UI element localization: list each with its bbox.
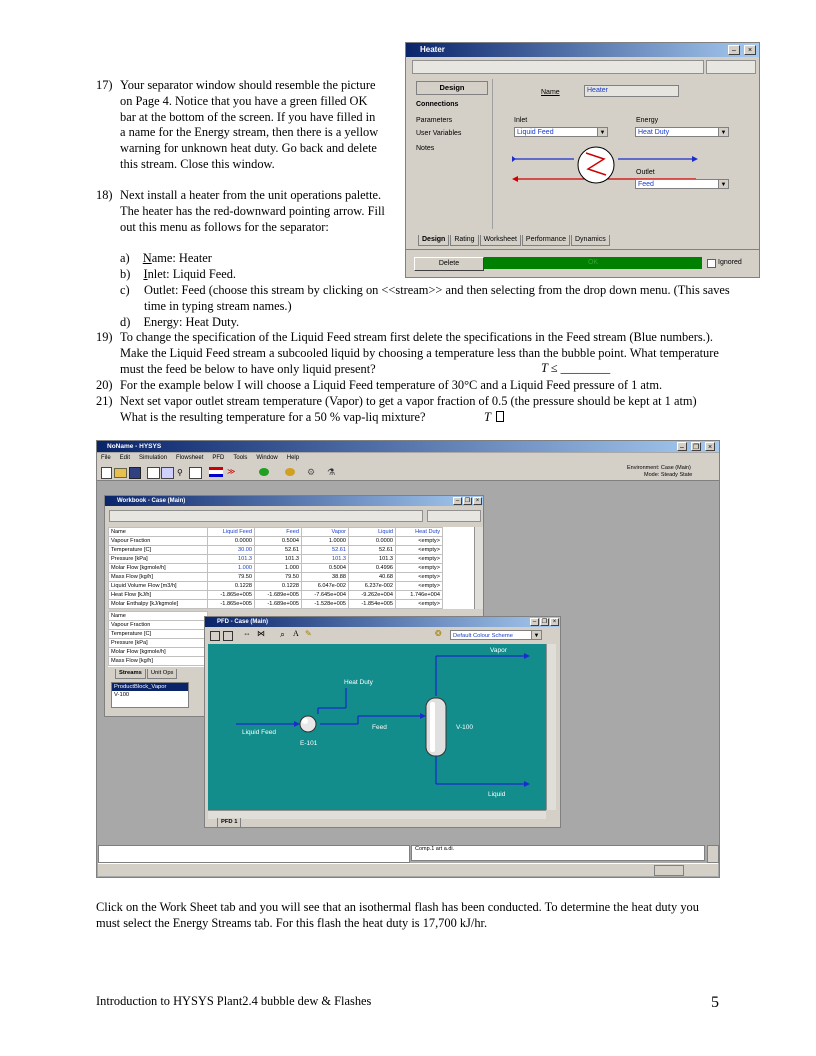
row-label: Heat Flow [kJ/h] xyxy=(109,591,208,600)
label-v100: V-100 xyxy=(456,724,473,731)
heater-toolbar-dropdown[interactable] xyxy=(706,60,756,74)
hysys-toolbar xyxy=(97,464,719,481)
workbook-minimize-button[interactable]: – xyxy=(453,497,462,505)
row-label: Liquid Volume Flow [m3/h] xyxy=(109,582,208,591)
text-icon[interactable]: A xyxy=(293,629,299,638)
workbook-toolbar-dropdown[interactable] xyxy=(427,510,481,522)
list-item[interactable]: V-100 xyxy=(114,692,130,698)
item-18-text: Next install a heater from the unit operations palette. The heater has the red-downward pointing arrow. Fill out this menu as follows for the separator: xyxy=(120,188,385,234)
table-cell[interactable]: 101.3 xyxy=(302,555,349,564)
sub-c-number: c) xyxy=(120,283,130,297)
table-cell[interactable]: 0.0000 xyxy=(349,537,396,546)
table-cell[interactable]: -7.645e+004 xyxy=(302,591,349,600)
ignored-label: Ignored xyxy=(718,259,742,266)
lower-row-label: Name xyxy=(109,612,208,621)
row-label: Mass Flow [kg/h] xyxy=(109,573,208,582)
workbook-header-col[interactable]: Heat Duty xyxy=(396,528,443,537)
workbook-header-col[interactable]: Vapor xyxy=(302,528,349,537)
ignored-checkbox[interactable] xyxy=(707,259,716,268)
table-cell[interactable]: -1.854e+005 xyxy=(349,600,396,609)
side-item-connections[interactable]: Connections xyxy=(416,101,459,108)
item-19-answer: T ≤ ________ xyxy=(541,361,611,375)
heater-window xyxy=(405,42,760,278)
item-17-number: 17) xyxy=(96,78,113,92)
table-cell[interactable]: 0.5004 xyxy=(255,537,302,546)
table-cell[interactable]: 52.61 xyxy=(349,546,396,555)
sub-d-text: Energy: Heat Duty. xyxy=(143,315,240,329)
sub-c-text: Outlet: Feed (choose this stream by clicking on <<stream>> and then selecting from the drop down menu. (This saves time in typing stream names.) xyxy=(144,283,730,313)
table-row xyxy=(109,555,443,564)
workbook-table xyxy=(108,527,443,609)
workbook-grid xyxy=(108,527,474,609)
menu-file[interactable]: File xyxy=(101,455,111,461)
unit-op-icon[interactable]: ≫ xyxy=(227,467,236,476)
inlet-value: Liquid Feed xyxy=(517,129,554,136)
gear-icon[interactable]: ⚙ xyxy=(307,467,316,477)
hysys-status-left xyxy=(98,845,410,863)
outlet-dropdown[interactable] xyxy=(635,179,729,189)
table-row xyxy=(109,546,443,555)
table-cell[interactable]: 79.50 xyxy=(208,573,255,582)
table-cell[interactable]: 101.3 xyxy=(349,555,396,564)
attach-icon[interactable]: ⋈ xyxy=(257,629,265,638)
table-cell[interactable]: -1.528e+005 xyxy=(302,600,349,609)
tab-unit-ops[interactable]: Unit Ops xyxy=(147,669,178,679)
item-18-sub-d xyxy=(120,315,239,331)
sub-a-text: ame: Heater xyxy=(151,251,212,265)
tab-worksheet[interactable]: Worksheet xyxy=(480,235,521,246)
item-18-sub-b xyxy=(120,267,236,283)
row-label: Vapour Fraction xyxy=(109,537,208,546)
minimize-button[interactable]: – xyxy=(728,45,740,55)
label-vapor: Vapor xyxy=(490,647,507,654)
heater-toolbar-field[interactable] xyxy=(412,60,704,74)
save-icon[interactable] xyxy=(129,467,141,479)
table-cell[interactable]: 0.1228 xyxy=(255,582,302,591)
zoom-icon[interactable]: ⌕ xyxy=(280,629,286,639)
table-cell[interactable]: <empty> xyxy=(396,546,443,555)
workbook-header-row xyxy=(109,528,443,537)
sub-a-underlined: N xyxy=(142,251,152,265)
environment-line-2: Mode: Steady State xyxy=(644,472,693,478)
tab-pfd-1[interactable]: PFD 1 xyxy=(217,818,241,828)
pfd-icon[interactable] xyxy=(161,467,174,479)
item-17-text: Your separator window should resemble the picture on Page 4. Notice that you have a green filled OK bar at the bottom of the screen. If you have filled in a name for the Energy stream, then there is a yellow warning for unknown heat duty. Go back and delete this stream. Close this window. xyxy=(120,78,379,171)
table-row xyxy=(109,573,443,582)
item-21-number: 21) xyxy=(96,394,113,408)
menu-help[interactable]: Help xyxy=(286,455,300,461)
flask-icon[interactable]: ⚗ xyxy=(327,467,336,477)
lower-row-label: Molar Flow [kgmole/h] xyxy=(109,648,208,657)
table-cell[interactable]: 0.1228 xyxy=(208,582,255,591)
colour-scheme-dropdown[interactable] xyxy=(450,630,542,640)
tab-divider xyxy=(406,249,759,250)
label-liquid-feed: Liquid Feed xyxy=(242,729,276,736)
workbook-restore-button[interactable]: ❐ xyxy=(464,498,471,504)
row-label: Molar Enthalpy [kJ/kgmole] xyxy=(109,600,208,609)
item-21-text: Next set vapor outlet stream temperature (Vapor) to get a vapor fraction of 0.5 (the pressure should be kept at 1 atm) What is the resulting temperature for a 50 % vap-liq mixture? xyxy=(120,394,697,424)
menu-flowsheet[interactable]: Flowsheet xyxy=(176,455,204,461)
table-cell[interactable]: 1.000 xyxy=(208,564,255,573)
design-header: Design xyxy=(416,81,488,95)
workbook-header-col[interactable]: Liquid xyxy=(349,528,396,537)
utilities-icon[interactable] xyxy=(189,467,202,479)
stream-icon[interactable] xyxy=(209,467,223,477)
workbook-list xyxy=(111,682,189,708)
menu-simulation[interactable]: Simulation xyxy=(139,455,168,461)
pfd-restore-button[interactable]: ❐ xyxy=(541,619,548,625)
tab-streams[interactable]: Streams xyxy=(115,669,146,679)
delete-button[interactable]: Delete xyxy=(414,257,484,271)
heater-titlebar xyxy=(406,43,759,57)
menu-edit[interactable]: Edit xyxy=(119,455,131,461)
name-field[interactable]: Heater xyxy=(584,85,679,97)
item-21-answer xyxy=(484,410,504,426)
item-20-text: For the example below I will choose a Liquid Feed temperature of 30°C and a Liquid Feed pressure of 1 atm. xyxy=(120,378,663,392)
pfd-vertical-scrollbar[interactable] xyxy=(546,644,556,810)
name-label: Name xyxy=(541,89,560,96)
side-item-parameters[interactable]: Parameters xyxy=(416,117,453,124)
binoculars-icon[interactable]: ⚲ xyxy=(177,468,183,477)
tray-icon[interactable] xyxy=(654,865,684,876)
hysys-close-button[interactable]: × xyxy=(705,442,715,451)
row-label: Pressure [kPa] xyxy=(109,555,208,564)
label-heat-duty: Heat Duty xyxy=(344,679,373,686)
side-item-user-variables[interactable]: User Variables xyxy=(416,130,462,137)
palette-icon[interactable]: ❂ xyxy=(435,629,442,638)
sub-a-number: a) xyxy=(120,251,130,265)
hysys-title: NoName - HYSYS xyxy=(107,443,162,450)
table-cell[interactable]: 6.047e-002 xyxy=(302,582,349,591)
workbook-header-name: Name xyxy=(109,528,208,537)
tab-design[interactable]: Design xyxy=(418,235,449,246)
solver-go-icon[interactable] xyxy=(259,468,269,476)
table-cell[interactable]: -1.689e+005 xyxy=(255,600,302,609)
heater-tabs xyxy=(418,235,611,246)
table-row xyxy=(109,564,443,573)
pfd-close-button[interactable]: × xyxy=(550,618,559,626)
table-cell[interactable]: <empty> xyxy=(396,564,443,573)
pfd-canvas xyxy=(208,644,546,810)
hysys-status-right xyxy=(411,845,705,861)
sub-b-underlined: I xyxy=(143,267,148,281)
table-cell[interactable]: 0.0000 xyxy=(208,537,255,546)
hysys-minimize-button[interactable]: – xyxy=(677,442,687,451)
close-button[interactable]: × xyxy=(744,45,756,55)
move-icon[interactable]: ⇔ xyxy=(243,629,251,638)
table-cell[interactable]: 79.50 xyxy=(255,573,302,582)
lower-row-label: Vapour Fraction xyxy=(109,621,208,630)
table-cell[interactable]: 52.61 xyxy=(302,546,349,555)
scheme-dropdown-arrow-icon[interactable]: ▼ xyxy=(531,631,541,639)
workbook-tabs xyxy=(115,669,178,679)
item-19-number: 19) xyxy=(96,330,113,344)
item-18-sub-a xyxy=(120,251,212,267)
table-cell[interactable]: 52.61 xyxy=(255,546,302,555)
row-label: Molar Flow [kgmole/h] xyxy=(109,564,208,573)
table-cell[interactable]: -1.865e+005 xyxy=(208,600,255,609)
pfd-window xyxy=(204,616,561,828)
solver-hold-icon[interactable] xyxy=(285,468,295,476)
table-cell[interactable]: 1.746e+004 xyxy=(396,591,443,600)
item-21-answer-text: T xyxy=(484,410,494,424)
energy-dropdown-arrow-icon[interactable]: ▼ xyxy=(718,128,728,136)
table-cell[interactable]: 40.68 xyxy=(349,573,396,582)
status-text: Comp.1 art a.di. xyxy=(415,846,455,852)
table-cell[interactable]: 1.000 xyxy=(255,564,302,573)
workbook-icon[interactable] xyxy=(147,467,160,479)
tab-performance[interactable]: Performance xyxy=(522,235,570,246)
energy-dropdown[interactable] xyxy=(635,127,729,137)
list-item-selected[interactable]: ProductBlock_Vapor xyxy=(112,683,188,691)
workbook-titlebar xyxy=(105,496,483,506)
inlet-dropdown[interactable] xyxy=(514,127,608,137)
sub-b-number: b) xyxy=(120,267,131,281)
table-cell[interactable]: <empty> xyxy=(396,573,443,582)
menu-pfd[interactable]: PFD xyxy=(212,455,225,461)
table-cell[interactable]: 6.237e-002 xyxy=(349,582,396,591)
open-icon[interactable] xyxy=(114,468,127,478)
table-row xyxy=(109,591,443,600)
energy-label: Energy xyxy=(636,117,659,124)
tab-rating[interactable]: Rating xyxy=(450,235,478,246)
zoom-all-icon[interactable] xyxy=(210,631,220,641)
side-item-notes[interactable]: Notes xyxy=(416,145,435,152)
pfd-toolbar xyxy=(205,628,560,642)
label-e101: E-101 xyxy=(300,740,318,747)
outlet-value: Feed xyxy=(638,181,654,188)
table-cell[interactable]: -1.689e+005 xyxy=(255,591,302,600)
lower-row-label: Pressure [kPa] xyxy=(109,639,208,648)
menu-window[interactable]: Window xyxy=(256,455,278,461)
label-icon[interactable]: ✎ xyxy=(305,629,312,638)
table-cell[interactable]: 101.3 xyxy=(255,555,302,564)
inlet-label: Inlet xyxy=(514,117,528,124)
inlet-dropdown-arrow-icon[interactable]: ▼ xyxy=(597,128,607,136)
zoom-fit-icon[interactable] xyxy=(223,631,233,641)
heater-title: Heater xyxy=(420,45,445,54)
footer-page-number: 5 xyxy=(711,994,719,1011)
table-cell[interactable]: <empty> xyxy=(396,582,443,591)
pfd-titlebar xyxy=(205,617,560,627)
table-cell[interactable]: <empty> xyxy=(396,555,443,564)
environment-line-1: Environment: Case (Main) xyxy=(627,465,691,471)
status-scroll[interactable] xyxy=(707,845,719,863)
label-liquid: Liquid xyxy=(488,791,506,798)
table-cell[interactable]: -1.865e+005 xyxy=(208,591,255,600)
item-19-text: To change the specification of the Liquid Feed stream first delete the specifications in the Feed stream (Blue numbers.). Make the Liquid Feed stream a subcooled liquid by choosing a temperature less than the bubble point. What temperature must the feed be below to have only liquid present? xyxy=(120,330,719,376)
after-paragraph: Click on the Work Sheet tab and you will see that an isothermal flash has been conducted. To determine the heat duty you must select the Energy Streams tab. For this flash the heat duty is 17,700 kJ/hr. xyxy=(96,900,699,930)
hysys-window xyxy=(96,440,720,878)
table-cell[interactable]: <empty> xyxy=(396,537,443,546)
pfd-minimize-button[interactable]: – xyxy=(530,618,539,626)
hysys-titlebar xyxy=(97,441,719,452)
sub-b-text: nlet: Liquid Feed. xyxy=(147,267,237,281)
pfd-title: PFD - Case (Main) xyxy=(217,619,269,625)
workbook-lower-table xyxy=(108,611,208,666)
answer-box-icon xyxy=(496,411,504,422)
energy-value: Heat Duty xyxy=(638,129,670,136)
workbook-toolbar-field[interactable] xyxy=(109,510,423,522)
hysys-bottom-bar xyxy=(98,863,718,876)
table-row xyxy=(109,582,443,591)
lower-row-label: Temperature [C] xyxy=(109,630,208,639)
table-cell[interactable]: 101.3 xyxy=(208,555,255,564)
hysys-restore-button[interactable]: ❐ xyxy=(692,444,700,451)
table-row xyxy=(109,537,443,546)
hysys-menubar xyxy=(97,453,719,464)
pfd-horizontal-scrollbar[interactable] xyxy=(208,810,546,819)
item-18-number: 18) xyxy=(96,188,113,202)
workbook-header-col[interactable]: Feed xyxy=(255,528,302,537)
table-cell[interactable]: 1.0000 xyxy=(302,537,349,546)
workbook-close-button[interactable]: × xyxy=(473,497,482,505)
workbook-lower-grid xyxy=(108,611,208,667)
table-cell[interactable]: 38.88 xyxy=(302,573,349,582)
new-icon[interactable] xyxy=(101,467,112,479)
item-20-number: 20) xyxy=(96,378,113,392)
sub-d-number: d) xyxy=(120,315,131,329)
label-feed: Feed xyxy=(372,724,387,731)
workbook-title: Workbook - Case (Main) xyxy=(117,498,186,504)
tab-dynamics[interactable]: Dynamics xyxy=(571,235,610,246)
table-row xyxy=(109,600,443,609)
lower-row-label: Mass Flow [kg/h] xyxy=(109,657,208,666)
colour-scheme-value: Default Colour Scheme xyxy=(453,633,513,639)
workbook-scrollbar[interactable] xyxy=(474,527,483,609)
workbook-header-col[interactable]: Liquid Feed xyxy=(208,528,255,537)
footer-left: Introduction to HYSYS Plant2.4 bubble dew & Flashes xyxy=(96,994,372,1008)
table-cell[interactable]: <empty> xyxy=(396,600,443,609)
table-cell[interactable]: 0.5004 xyxy=(302,564,349,573)
outlet-label: Outlet xyxy=(636,169,655,176)
table-cell[interactable]: 0.4996 xyxy=(349,564,396,573)
menu-tools[interactable]: Tools xyxy=(233,455,248,461)
table-cell[interactable]: 30.00 xyxy=(208,546,255,555)
design-side-panel xyxy=(412,79,493,229)
pfd-tabs xyxy=(217,818,242,828)
status-ok-bar: OK xyxy=(484,257,702,269)
outlet-dropdown-arrow-icon[interactable]: ▼ xyxy=(718,180,728,188)
table-cell[interactable]: -9.262e+004 xyxy=(349,591,396,600)
row-label: Temperature [C] xyxy=(109,546,208,555)
